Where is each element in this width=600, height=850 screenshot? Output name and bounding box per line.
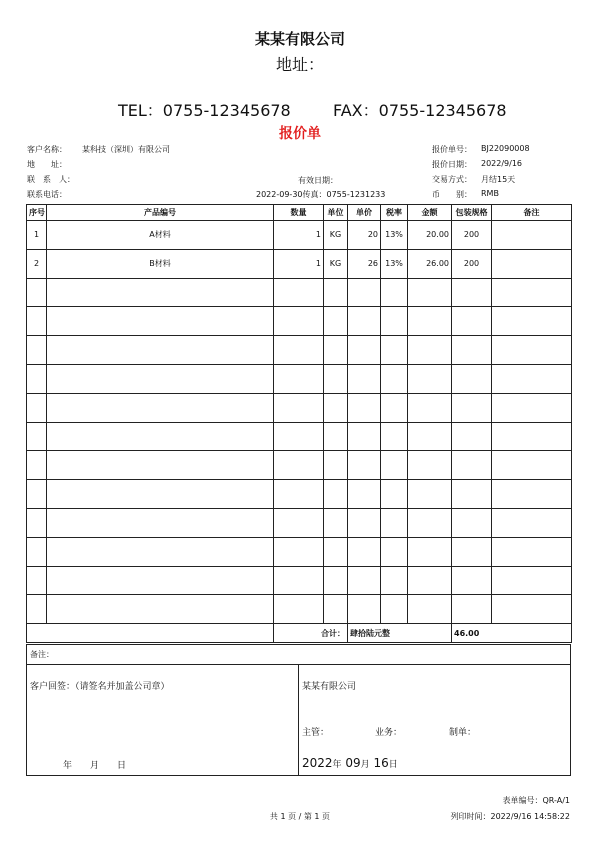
trade-value: 月结15天: [481, 175, 516, 184]
empty-cell: [492, 364, 572, 393]
empty-cell: [274, 307, 324, 336]
empty-cell: [324, 566, 348, 595]
customer-label: 客户名称：: [27, 145, 67, 154]
empty-cell: [274, 508, 324, 537]
empty-cell: [408, 508, 452, 537]
remarks-label: 备注：: [30, 650, 54, 659]
empty-cell: [324, 278, 348, 307]
empty-cell: [381, 537, 408, 566]
customer-date-placeholder: 年 月 日: [63, 761, 127, 771]
empty-cell: [381, 393, 408, 422]
empty-cell: [324, 307, 348, 336]
currency-value: RMB: [481, 189, 499, 198]
empty-cell: [348, 422, 381, 451]
form-number: 表单编号：QR-A/1: [502, 796, 570, 805]
empty-cell: [408, 364, 452, 393]
cell-tax-rate: 13%: [381, 249, 408, 278]
empty-cell: [348, 537, 381, 566]
empty-cell: [348, 508, 381, 537]
customer-reply-label: 客户回签：（请签名并加盖公司章）: [30, 682, 170, 692]
empty-cell: [492, 566, 572, 595]
empty-cell: [324, 480, 348, 509]
empty-cell: [381, 278, 408, 307]
quote-table: [26, 204, 572, 643]
empty-cell: [452, 480, 492, 509]
cell-unit: KG: [324, 249, 348, 278]
page-number: 共 1 页 / 第 1 页: [269, 812, 331, 821]
cell-quantity: 1: [274, 249, 324, 278]
empty-cell: [348, 480, 381, 509]
valid-date-label: 有效日期：: [298, 176, 338, 185]
empty-cell: [452, 364, 492, 393]
total-spacer: [27, 624, 274, 643]
company-name: 某某有限公司: [254, 30, 345, 48]
empty-cell: [47, 451, 274, 480]
empty-cell: [27, 566, 47, 595]
empty-table-row: [27, 480, 572, 509]
remarks-box: [26, 644, 571, 665]
quote-date-value: 2022/9/16: [481, 159, 523, 168]
sign-year: 2022: [302, 756, 333, 770]
empty-cell: [381, 307, 408, 336]
header-unit: 单位: [324, 205, 348, 221]
empty-cell: [324, 422, 348, 451]
empty-cell: [452, 451, 492, 480]
empty-cell: [47, 595, 274, 624]
empty-cell: [348, 364, 381, 393]
cell-package: 200: [452, 221, 492, 250]
empty-cell: [452, 336, 492, 365]
cell-quantity: 1: [274, 221, 324, 250]
maker-label: 制单：: [449, 728, 477, 738]
empty-cell: [381, 451, 408, 480]
empty-cell: [381, 364, 408, 393]
cell-package: 200: [452, 249, 492, 278]
empty-cell: [492, 307, 572, 336]
empty-table-row: [27, 595, 572, 624]
empty-cell: [452, 537, 492, 566]
total-label: 合计：: [274, 624, 348, 643]
cell-remarks: [492, 221, 572, 250]
empty-cell: [452, 307, 492, 336]
empty-cell: [27, 537, 47, 566]
empty-cell: [47, 307, 274, 336]
empty-cell: [47, 480, 274, 509]
empty-cell: [408, 537, 452, 566]
empty-cell: [27, 307, 47, 336]
header-product-code: 产品编号: [47, 205, 274, 221]
empty-cell: [492, 278, 572, 307]
empty-cell: [348, 278, 381, 307]
empty-cell: [381, 480, 408, 509]
empty-cell: [27, 480, 47, 509]
empty-cell: [324, 393, 348, 422]
empty-cell: [381, 422, 408, 451]
empty-cell: [27, 451, 47, 480]
currency-label: 币 别：: [432, 190, 472, 199]
empty-cell: [27, 508, 47, 537]
cell-tax-rate: 13%: [381, 221, 408, 250]
empty-table-row: [27, 307, 572, 336]
empty-cell: [452, 595, 492, 624]
empty-cell: [324, 451, 348, 480]
quote-no-value: BJ22090008: [481, 144, 530, 153]
empty-table-row: [27, 364, 572, 393]
empty-cell: [452, 422, 492, 451]
empty-table-row: [27, 537, 572, 566]
total-amount: 46.00: [452, 624, 572, 643]
empty-cell: [492, 336, 572, 365]
empty-cell: [47, 278, 274, 307]
phone-label: 联系电话：: [27, 190, 67, 199]
cell-unit-price: 20: [348, 221, 381, 250]
empty-cell: [274, 393, 324, 422]
empty-cell: [324, 595, 348, 624]
cell-unit-price: 26: [348, 249, 381, 278]
document-title: 报价单: [279, 126, 321, 142]
empty-cell: [47, 422, 274, 451]
sign-month-unit: 月: [360, 760, 370, 770]
empty-cell: [492, 480, 572, 509]
empty-cell: [274, 480, 324, 509]
company-fax: FAX：0755-12345678: [333, 101, 507, 120]
empty-cell: [274, 336, 324, 365]
sign-day: 16: [373, 756, 389, 770]
empty-cell: [381, 566, 408, 595]
empty-cell: [408, 393, 452, 422]
empty-cell: [408, 595, 452, 624]
empty-cell: [348, 451, 381, 480]
empty-cell: [408, 422, 452, 451]
empty-cell: [408, 336, 452, 365]
header-amount: 金额: [408, 205, 452, 221]
header-remarks: 备注: [492, 205, 572, 221]
empty-cell: [47, 537, 274, 566]
company-address: 地址：: [275, 55, 324, 74]
empty-table-row: [27, 278, 572, 307]
sign-day-unit: 日: [388, 760, 398, 770]
table-row: [27, 249, 572, 278]
header-unit-price: 单价: [348, 205, 381, 221]
cell-index: 2: [27, 249, 47, 278]
empty-cell: [492, 451, 572, 480]
empty-cell: [452, 393, 492, 422]
empty-cell: [324, 336, 348, 365]
empty-cell: [452, 566, 492, 595]
total-words: 肆拾陆元整: [348, 624, 452, 643]
empty-cell: [381, 595, 408, 624]
empty-cell: [324, 508, 348, 537]
empty-cell: [324, 364, 348, 393]
empty-table-row: [27, 508, 572, 537]
empty-table-row: [27, 566, 572, 595]
empty-cell: [27, 595, 47, 624]
empty-cell: [47, 364, 274, 393]
empty-cell: [348, 393, 381, 422]
header-package: 包装规格: [452, 205, 492, 221]
empty-cell: [27, 278, 47, 307]
empty-table-row: [27, 422, 572, 451]
sign-company-name: 某某有限公司: [302, 682, 357, 692]
cell-product-code: A材料: [47, 221, 274, 250]
cell-unit: KG: [324, 221, 348, 250]
empty-cell: [492, 508, 572, 537]
empty-cell: [47, 336, 274, 365]
quote-no-label: 报价单号：: [432, 145, 472, 154]
empty-cell: [274, 451, 324, 480]
print-time: 列印时间：2022/9/16 14:58:22: [450, 812, 570, 821]
valid-date-value: 2022-09-30传真：0755-1231233: [256, 190, 386, 199]
empty-cell: [452, 508, 492, 537]
supervisor-label: 主管：: [302, 728, 330, 738]
empty-cell: [492, 595, 572, 624]
empty-cell: [27, 364, 47, 393]
empty-cell: [381, 336, 408, 365]
empty-cell: [492, 422, 572, 451]
header-index: 序号: [27, 205, 47, 221]
empty-table-row: [27, 451, 572, 480]
sign-year-unit: 年: [332, 760, 342, 770]
customer-reply-box: [26, 664, 299, 776]
cell-amount: 20.00: [408, 221, 452, 250]
total-row: [27, 624, 572, 643]
sign-date: [302, 756, 398, 770]
header-tax-rate: 税率: [381, 205, 408, 221]
empty-cell: [27, 393, 47, 422]
empty-table-row: [27, 336, 572, 365]
empty-cell: [47, 393, 274, 422]
cell-index: 1: [27, 221, 47, 250]
empty-cell: [47, 508, 274, 537]
empty-cell: [274, 364, 324, 393]
empty-cell: [274, 595, 324, 624]
empty-cell: [274, 278, 324, 307]
empty-cell: [492, 537, 572, 566]
cell-remarks: [492, 249, 572, 278]
empty-cell: [492, 393, 572, 422]
sign-month: 09: [345, 756, 361, 770]
header-quantity: 数量: [274, 205, 324, 221]
address-label: 地 址：: [27, 160, 67, 169]
customer-value: 某科技（深圳）有限公司: [82, 145, 170, 154]
company-sign-box: [298, 664, 571, 776]
cell-product-code: B材料: [47, 249, 274, 278]
trade-label: 交易方式：: [432, 175, 472, 184]
empty-cell: [274, 566, 324, 595]
empty-cell: [324, 537, 348, 566]
empty-cell: [274, 422, 324, 451]
cell-amount: 26.00: [408, 249, 452, 278]
empty-cell: [381, 508, 408, 537]
empty-cell: [27, 422, 47, 451]
empty-cell: [408, 451, 452, 480]
empty-cell: [408, 278, 452, 307]
company-tel: TEL：0755-12345678: [118, 101, 291, 120]
empty-cell: [348, 307, 381, 336]
empty-cell: [27, 336, 47, 365]
empty-cell: [408, 480, 452, 509]
contact-label: 联 系 人：: [27, 175, 75, 184]
table-row: [27, 221, 572, 250]
empty-cell: [348, 595, 381, 624]
empty-cell: [274, 537, 324, 566]
empty-cell: [452, 278, 492, 307]
table-header-row: [27, 205, 572, 221]
empty-cell: [408, 307, 452, 336]
empty-cell: [47, 566, 274, 595]
empty-table-row: [27, 393, 572, 422]
empty-cell: [348, 566, 381, 595]
business-label: 业务：: [375, 728, 403, 738]
quote-date-label: 报价日期：: [432, 160, 472, 169]
empty-cell: [348, 336, 381, 365]
empty-cell: [408, 566, 452, 595]
